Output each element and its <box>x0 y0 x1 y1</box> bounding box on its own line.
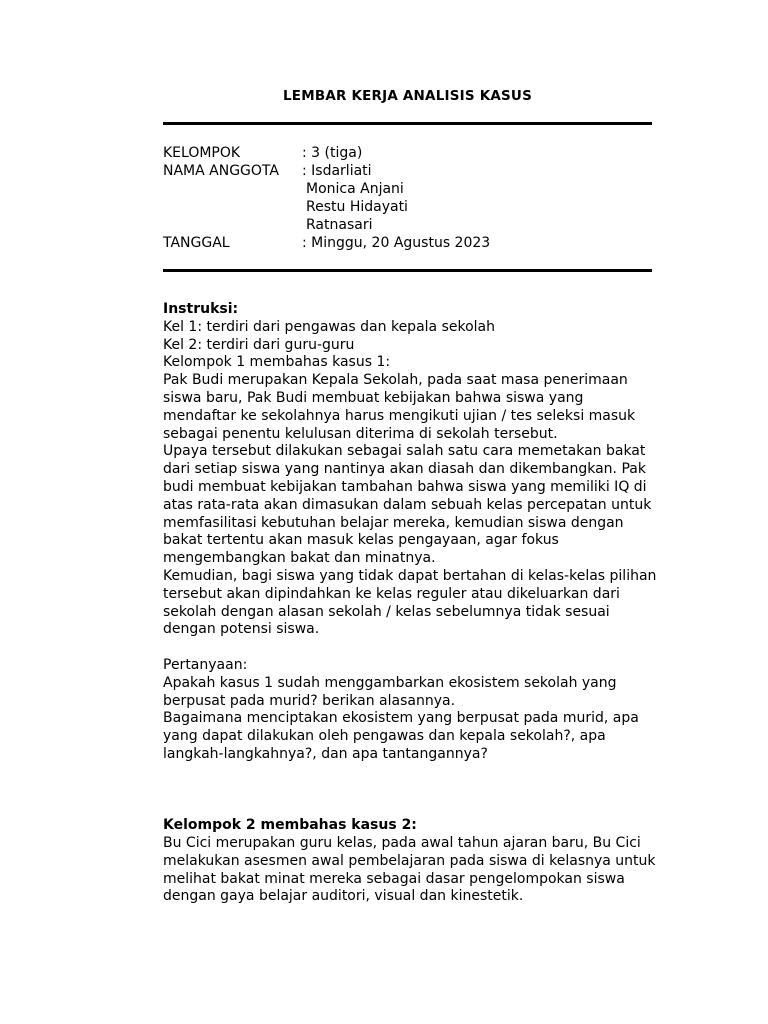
kelompok2-heading: Kelompok 2 membahas kasus 2: <box>163 817 417 834</box>
bottom-divider <box>163 269 652 272</box>
instruksi-heading: Instruksi: <box>163 301 239 317</box>
tanggal-row <box>163 234 652 252</box>
member-name: : Isdarliati <box>302 163 372 179</box>
case2-paragraph: Bu Cici merupakan guru kelas, pada awal tahun ajaran baru, Bu Cici melakukan asesmen awal pembelajaran pada siswa di kelasnya untuk melihat bakat minat mereka sebagai dasar pengelompokan siswa dengan gaya belajar auditori, visual dan kinestetik. <box>163 834 656 905</box>
member-name: Restu Hidayati <box>306 199 408 215</box>
meta-block <box>163 144 652 252</box>
tanggal-value: : Minggu, 20 Agustus 2023 <box>302 235 491 251</box>
document-title: LEMBAR KERJA ANALISIS KASUS <box>282 88 533 104</box>
kelompok1-heading: Kelompok 1 membahas kasus 1: <box>163 354 391 371</box>
kelompok-value: : 3 (tiga) <box>302 145 363 161</box>
kel1-line: Kel 1: terdiri dari pengawas dan kepala sekolah <box>163 318 495 335</box>
question-item: Apakah kasus 1 sudah menggambarkan ekosistem sekolah yang berpusat pada murid? berikan alasannya. <box>163 674 617 709</box>
question-item: Bagaimana menciptakan ekosistem yang berpusat pada murid, apa yang dapat dilakukan oleh pengawas dan kepala sekolah?, apa langkah-langkahnya?, dan apa tantangannya? <box>163 710 639 762</box>
nama-anggota-row <box>163 162 652 180</box>
member-name: Monica Anjani <box>306 181 404 197</box>
top-divider <box>163 122 652 125</box>
member-row <box>163 180 652 198</box>
case1-paragraph: Kemudian, bagi siswa yang tidak dapat bertahan di kelas-kelas pilihan tersebut akan dipindahkan ke kelas reguler atau dikeluarkan dari sekolah dengan alasan sekolah / kelas sebelumnya tidak sesuai dengan potensi siswa. <box>163 567 657 638</box>
document-body <box>163 301 658 906</box>
nama-anggota-label: NAMA ANGGOTA <box>163 163 279 179</box>
member-row <box>163 216 652 234</box>
member-name: Ratnasari <box>306 217 373 233</box>
kel2-line: Kel 2: terdiri dari guru-guru <box>163 336 355 353</box>
case1-paragraph: Pak Budi merupakan Kepala Sekolah, pada saat masa penerimaan siswa baru, Pak Budi membuat kebijakan bahwa siswa yang mendaftar ke sekolahnya harus mengikuti ujian / tes seleksi masuk sebagai penentu kelulusan diterima di sekolah tersebut. <box>163 372 636 442</box>
tanggal-label: TANGGAL <box>163 235 230 251</box>
kelompok-row <box>163 144 652 162</box>
case1-paragraph: Upaya tersebut dilakukan sebagai salah satu cara memetakan bakat dari setiap siswa yang nantinya akan diasah dan dikembangkan. Pak budi membuat kebijakan tambahan bahwa siswa yang memiliki IQ di atas rata-rata akan dimasukan dalam sebuah kelas percepatan untuk memfasilitasi kebutuhan belajar mereka, kemudian siswa dengan bakat tertentu akan masuk kelas pengayaan, agar fokus mengembangkan bakat dan minatnya. <box>163 443 652 567</box>
kelompok-label: KELOMPOK <box>163 145 241 161</box>
pertanyaan-heading: Pertanyaan: <box>163 656 248 673</box>
member-row <box>163 198 652 216</box>
